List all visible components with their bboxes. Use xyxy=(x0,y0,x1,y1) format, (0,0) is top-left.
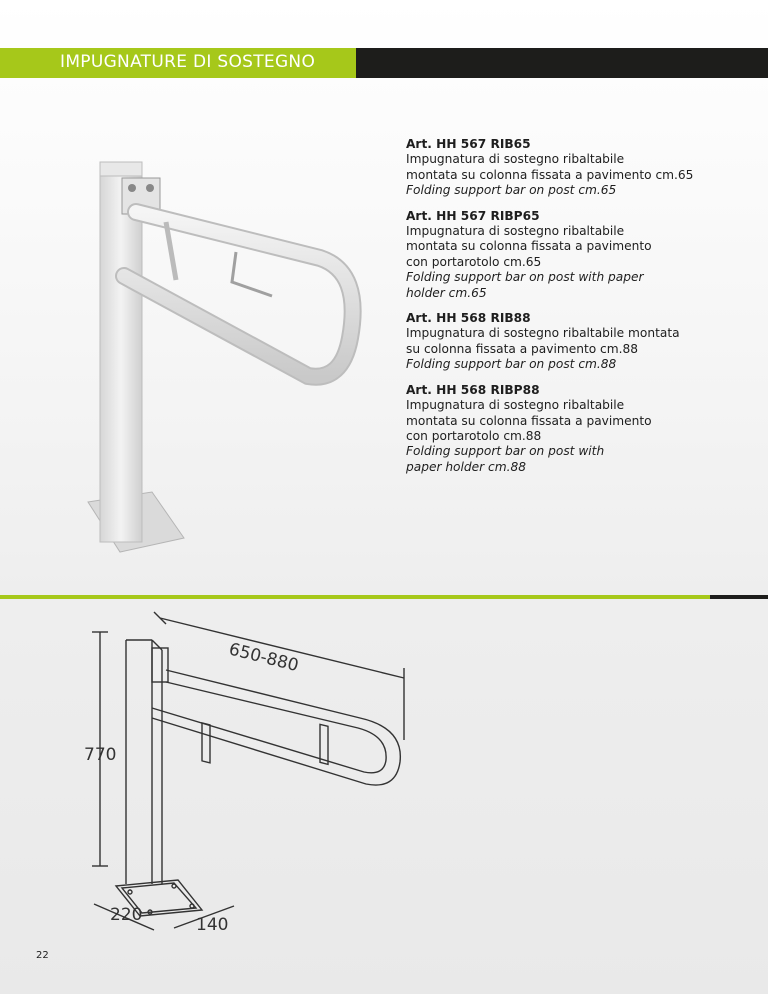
product-description-it: Impugnatura di sostegno ribaltabile xyxy=(406,398,625,413)
product-description-it: con portarotolo cm.65 xyxy=(406,254,542,269)
dimension-length-label: 650-880 xyxy=(226,639,301,677)
page-number: 22 xyxy=(36,950,49,961)
product-code: Art. HH 568 RIBP88 xyxy=(406,382,540,397)
product-item xyxy=(406,137,746,199)
product-description-it: montata su colonna fissata a pavimento xyxy=(406,239,652,254)
product-description-it: Impugnatura di sostegno ribaltabile montata xyxy=(406,326,680,341)
section-divider-accent xyxy=(710,595,768,599)
product-description-it: su colonna fissata a pavimento cm.88 xyxy=(406,341,639,356)
product-description-en: paper holder cm.88 xyxy=(406,459,526,474)
product-item xyxy=(406,383,746,475)
product-description-it: Impugnatura di sostegno ribaltabile xyxy=(406,152,625,167)
section-title: IMPUGNATURE DI SOSTEGNO xyxy=(60,52,316,72)
section-divider xyxy=(0,595,710,599)
product-description-it: montata su colonna fissata a pavimento cm.65 xyxy=(406,167,694,182)
product-photo xyxy=(80,150,380,570)
dimension-height-label: 770 xyxy=(84,745,117,765)
technical-drawing xyxy=(70,610,430,950)
product-description-it: montata su colonna fissata a pavimento xyxy=(406,413,652,428)
product-description-it: Impugnatura di sostegno ribaltabile xyxy=(406,224,625,239)
product-description-en: Folding support bar on post cm.65 xyxy=(406,183,617,198)
product-list xyxy=(406,137,746,485)
product-description-en: holder cm.65 xyxy=(406,285,487,300)
product-description-en: Folding support bar on post with paper xyxy=(406,270,644,285)
product-item xyxy=(406,209,746,301)
product-code: Art. HH 567 RIB65 xyxy=(406,137,531,151)
product-description-en: Folding support bar on post cm.88 xyxy=(406,357,617,372)
dimension-base-width-label: 220 xyxy=(110,905,143,925)
product-item xyxy=(406,311,746,373)
product-description-en: Folding support bar on post with xyxy=(406,444,605,459)
product-description-it: con portarotolo cm.88 xyxy=(406,428,542,443)
dimension-base-depth-label: 140 xyxy=(196,915,229,935)
product-code: Art. HH 568 RIB88 xyxy=(406,311,531,326)
product-code: Art. HH 567 RIBP65 xyxy=(406,208,540,223)
